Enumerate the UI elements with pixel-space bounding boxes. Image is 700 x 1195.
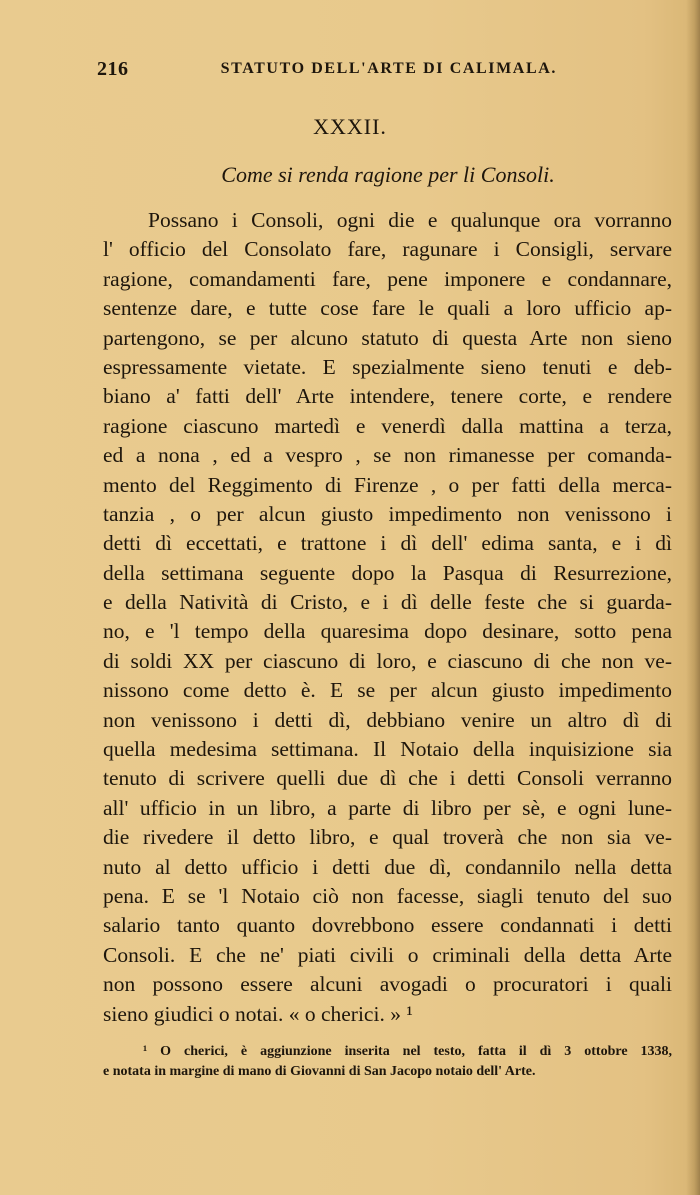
text-line: non venissono i detti dì, debbiano venire un altro dì di — [103, 707, 672, 732]
text-line: salario tanto quanto dovrebbono essere condannati i detti — [103, 913, 672, 938]
text-line: die rivedere il detto libro, e qual troverà che non sia ve- — [103, 825, 672, 850]
text-line: ed a nona , ed a vespro , se non rimanesse per comanda- — [103, 443, 672, 468]
text-line: l' officio del Consolato fare, ragunare i Consigli, servare — [103, 237, 672, 262]
footnote-line: e notata in margine di mano di Giovanni di San Jacopo notaio dell' Arte. — [103, 1064, 536, 1079]
text-line: sieno giudici o notai. « o cherici. » ¹ — [103, 1001, 413, 1026]
text-line: ragione, comandamenti fare, pene imponere e condannare, — [103, 266, 672, 291]
text-line: non possono essere alcuni avogadi o procuratori i quali — [103, 972, 672, 997]
text-line: partengono, se per alcuno statuto di questa Arte non sieno — [103, 325, 672, 350]
text-line: detti dì eccettati, e trattone i dì dell' edima santa, e i dì — [103, 531, 672, 556]
text-line: biano a' fatti dell' Arte intendere, tenere corte, e rendere — [103, 384, 672, 409]
footnote-line: ¹ O cherici, è aggiunzione inserita nel testo, fatta il dì 3 ottobre 1338, — [143, 1044, 672, 1059]
text-line: tanzia , o per alcun giusto impedimento non venissono i — [103, 501, 672, 526]
text-line: Consoli. E che ne' piati civili o criminali della detta Arte — [103, 942, 672, 967]
footnotes — [103, 1042, 672, 1082]
page-number: 216 — [97, 58, 129, 80]
text-line: tenuto di scrivere quelli due dì che i detti Consoli verranno — [103, 766, 672, 791]
text-line: quella medesima settimana. Il Notaio della inquisizione sia — [103, 737, 672, 762]
text-line: pena. E se 'l Notaio ciò non facesse, siagli tenuto del suo — [103, 883, 672, 908]
chapter-title: Come si renda ragione per li Consoli. — [221, 162, 555, 187]
text-line: ragione ciascuno martedì e venerdì dalla mattina a terza, — [103, 413, 672, 438]
text-line: nissono come detto è. E se per alcun giusto impedimento — [103, 678, 672, 703]
text-line: nuto al detto ufficio i detti due dì, condannilo nella detta — [103, 854, 672, 879]
text-line: espressamente vietate. E spezialmente sieno tenuti e deb- — [103, 354, 672, 379]
text-line: mento del Reggimento di Firenze , o per fatti della merca- — [103, 472, 672, 497]
body-text — [103, 206, 672, 1029]
chapter-number: XXXII. — [313, 114, 387, 139]
text-line: no, e 'l tempo della quaresima dopo desinare, sotto pena — [103, 619, 672, 644]
text-line: e della Natività di Cristo, e i dì delle feste che si guarda- — [103, 590, 672, 615]
text-line: Possano i Consoli, ogni die e qualunque ora vorranno — [148, 208, 672, 232]
text-line: all' ufficio in un libro, a parte di libro per sè, e ogni lune- — [103, 795, 672, 820]
running-head — [97, 58, 557, 82]
text-line: della settimana seguente dopo la Pasqua di Resurrezione, — [103, 560, 672, 585]
text-line: di soldi XX per ciascuno di loro, e ciascuno di che non ve- — [103, 648, 672, 673]
text-line: sentenze dare, e tutte cose fare le quali a loro ufficio ap- — [103, 296, 672, 321]
running-title: STATUTO DELL'ARTE DI CALIMALA. — [220, 60, 557, 77]
